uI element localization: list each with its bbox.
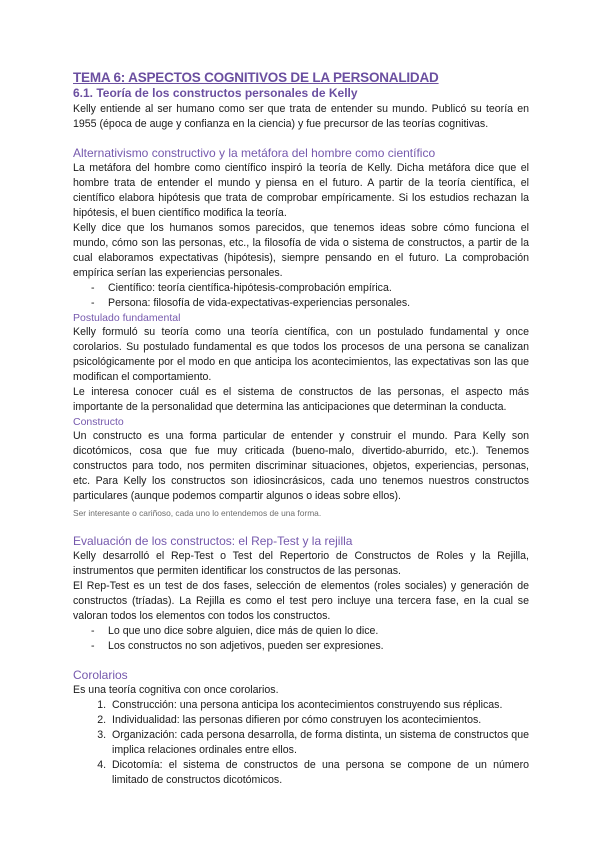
list-item: - Los constructos no son adjetivos, pueden ser expresiones. (91, 639, 529, 654)
list-item: 3. Organización: cada persona desarrolla, de forma distinta, un sistema de constructos que implica relaciones ordinales entre ellos. (109, 728, 529, 758)
alternativismo-list (73, 281, 529, 311)
page-title: TEMA 6: ASPECTOS COGNITIVOS DE LA PERSONALIDAD (73, 70, 439, 85)
constructo-paragraph: Un constructo es una forma particular de entender y construir el mundo. Para Kelly son dicotómicos, cosa que fue muy criticada (bueno-malo, divertido-aburrido, etc.). Tenemos constructos para todo, nos permiten discriminar situaciones, objetos, experiencias, personas, etc. Para Kelly los constructos son idiosincrásicos, cada uno tenemos nuestros constructos particulares (aunque podemos compartir algunos o ideas sobre ellos). (73, 430, 529, 502)
corolarios-heading: Corolarios (73, 668, 128, 682)
postulado-paragraph-2: Le interesa conocer cuál es el sistema de constructos de las personas, el aspecto más importante de la personalidad que determina las anticipaciones que determinan la conducta. (73, 386, 529, 413)
list-item: 1. Construcción: una persona anticipa los acontecimientos construyendo sus réplicas. (109, 698, 529, 713)
list-item: 4. Dicotomía: el sistema de constructos de una persona se compone de un número limitado de constructos dicotómicos. (109, 758, 529, 788)
corolarios-intro: Es una teoría cognitiva con once corolarios. (73, 684, 279, 696)
evaluacion-paragraph-1: Kelly desarrolló el Rep-Test o Test del Repertorio de Constructos de Roles y la Rejilla, instrumentos que permiten identificar los constructos de las personas. (73, 550, 529, 577)
alternativismo-paragraph-1: La metáfora del hombre como científico inspiró la teoría de Kelly. Dicha metáfora dice que el hombre trata de entender el mundo y piensa en el futuro. A partir de la teoría científica, el científico elabora hipótesis que trata de comprobar empíricamente. Si los estudios rechazan la hipótesis, el buen científico modifica la teoría. (73, 162, 529, 219)
section-heading: 6.1. Teoría de los constructos personales de Kelly (73, 86, 358, 100)
postulado-heading: Postulado fundamental (73, 312, 181, 324)
evaluacion-paragraph-2: El Rep-Test es un test de dos fases, selección de elementos (roles sociales) y generación de constructos (tríadas). La Rejilla es como el test pero incluye una tercera fase, en la cual se valoran todos los elementos con todos los constructos. (73, 580, 529, 622)
intro-paragraph: Kelly entiende al ser humano como ser que trata de entender su mundo. Publicó su teoría en 1955 (época de auge y confianza en la ciencia) y fue precursor de las teorías cognitivas. (73, 103, 529, 130)
list-item: - Persona: filosofía de vida-expectativas-experiencias personales. (91, 296, 529, 311)
list-item: - Científico: teoría científica-hipótesis-comprobación empírica. (91, 281, 529, 296)
postulado-paragraph-1: Kelly formuló su teoría como una teoría científica, con un postulado fundamental y once corolarios. Su postulado fundamental es que todos los procesos de una persona se canalizan psicológicamente por el modo en que anticipa los acontecimientos, las expectativas son las que modifican el comportamiento. (73, 326, 529, 383)
list-item: - Lo que uno dice sobre alguien, dice más de quien lo dice. (91, 624, 529, 639)
alternativismo-heading: Alternativismo constructivo y la metáfora del hombre como científico (73, 146, 436, 160)
constructo-example-note: Ser interesante o cariñoso, cada uno lo entendemos de una forma. (73, 508, 322, 518)
evaluacion-heading: Evaluación de los constructos: el Rep-Test y la rejilla (73, 534, 353, 548)
alternativismo-paragraph-2: Kelly dice que los humanos somos parecidos, que tenemos ideas sobre cómo funciona el mundo, cómo son las personas, etc., la filosofía de vida o sistema de constructos, a partir de la cual elaboramos expectativas (hipótesis), siempre pensando en el futuro. La comprobación empírica serían las experiencias personales. (73, 222, 529, 279)
document-content (73, 70, 529, 788)
list-item: 2. Individualidad: las personas difieren por cómo construyen los acontecimientos. (109, 713, 529, 728)
evaluacion-list (73, 624, 529, 654)
corolarios-list (73, 698, 529, 788)
constructo-heading: Constructo (73, 416, 124, 428)
